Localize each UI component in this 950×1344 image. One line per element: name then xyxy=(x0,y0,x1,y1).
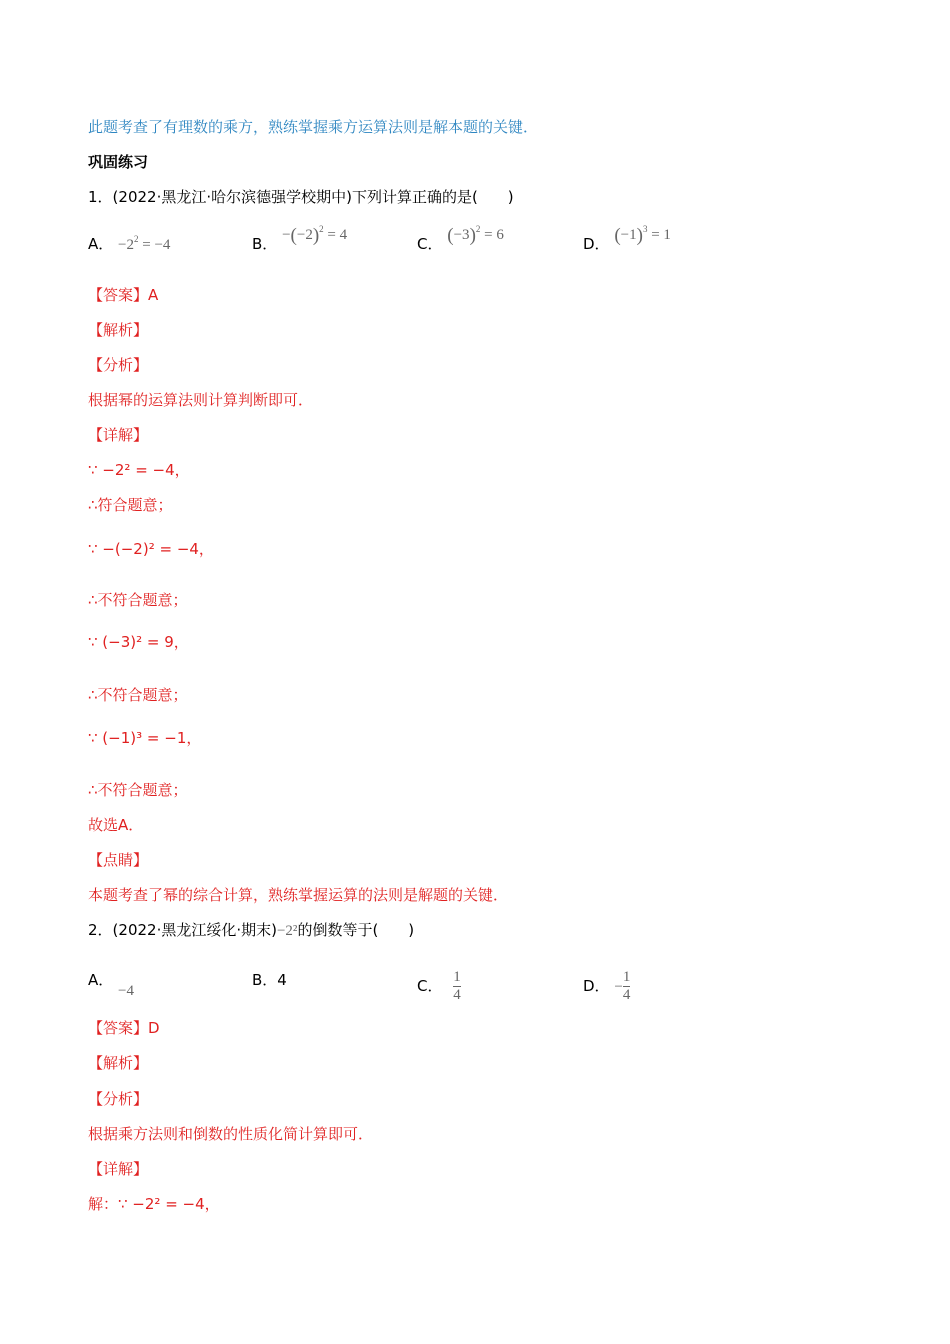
q2-option-b: B．4 xyxy=(252,971,287,989)
q2-option-d-expr: $\frac{1}{4}$ xyxy=(622,969,631,1003)
q2-answer: 【答案】D xyxy=(88,1019,160,1037)
q2-option-c: C． $\frac{1}{4}$ xyxy=(417,969,461,1003)
q2-detail-tag: 【详解】 xyxy=(88,1160,149,1178)
q1-analysis-tag: 【解析】 xyxy=(88,321,149,339)
q2-analysis-tag: 【解析】 xyxy=(88,1054,149,1072)
q1-step-3: ∵ −(−2)² = −4， xyxy=(88,540,214,558)
section-title: 巩固练习 xyxy=(88,153,149,171)
q2-stem-expr: −2² xyxy=(276,923,298,939)
q1-dianjing-tag: 【点睛】 xyxy=(88,851,149,869)
q1-stem: 1．(2022·黑龙江·哈尔滨德强学校期中)下列计算正确的是( ) xyxy=(88,188,514,206)
q1-step-1: ∵ −2² = −4， xyxy=(88,461,190,479)
q2-detail-first: 解：∵ −2² = −4， xyxy=(88,1195,220,1213)
q2-fenxi-text: 根据乘方法则和倒数的性质化简计算即可． xyxy=(88,1125,374,1143)
previous-summary: 此题考查了有理数的乘方，熟练掌握乘方运算法则是解本题的关键． xyxy=(88,118,539,136)
q2-option-a: A． −4 xyxy=(88,971,135,999)
q1-option-d-expr: $(-1)^3 = 1$ xyxy=(614,224,671,246)
q1-fenxi-text: 根据幂的运算法则计算判断即可． xyxy=(88,391,314,409)
q1-step-7: ∵ (−1)³ = −1， xyxy=(88,729,202,747)
q1-detail-tag: 【详解】 xyxy=(88,426,149,444)
q1-option-a: A． $-2^2 = -4$ xyxy=(88,234,171,253)
q1-fenxi-tag: 【分析】 xyxy=(88,356,149,374)
q1-dianjing-text: 本题考查了幂的综合计算，熟练掌握运算的法则是解题的关键． xyxy=(88,886,509,904)
q1-step-2: ∴符合题意； xyxy=(88,496,173,514)
q2-option-d: D． − $\frac{1}{4}$ xyxy=(583,969,631,1003)
q1-option-b: B． $-(-2)^2 = 4$ xyxy=(252,224,348,253)
q2-option-a-expr: −4 xyxy=(118,983,135,999)
q1-step-5: ∵ (−3)² = 9， xyxy=(88,633,189,651)
q1-option-a-expr: $-2^2 = -4$ xyxy=(118,234,171,253)
q1-option-b-expr: $-(-2)^2 = 4$ xyxy=(282,224,348,246)
q2-option-d-minus: − xyxy=(614,979,623,995)
q2-stem: 2．(2022·黑龙江绥化·期末)−2²的倒数等于( ) xyxy=(88,921,415,939)
q2-option-b-expr: 4 xyxy=(277,971,287,989)
q1-answer: 【答案】A xyxy=(88,286,159,304)
q1-option-c-expr: $(-3)^2 = 6$ xyxy=(447,224,504,246)
q1-step-6: ∴不符合题意； xyxy=(88,686,188,704)
q1-step-4: ∴不符合题意； xyxy=(88,591,188,609)
q1-option-d: D． $(-1)^3 = 1$ xyxy=(583,224,671,253)
q1-step-8: ∴不符合题意； xyxy=(88,781,188,799)
q1-option-c: C． $(-3)^2 = 6$ xyxy=(417,224,504,253)
q1-step-9: 故选A． xyxy=(88,816,144,834)
q2-option-c-expr: $\frac{1}{4}$ xyxy=(453,969,461,1003)
q2-fenxi-tag: 【分析】 xyxy=(88,1090,149,1108)
